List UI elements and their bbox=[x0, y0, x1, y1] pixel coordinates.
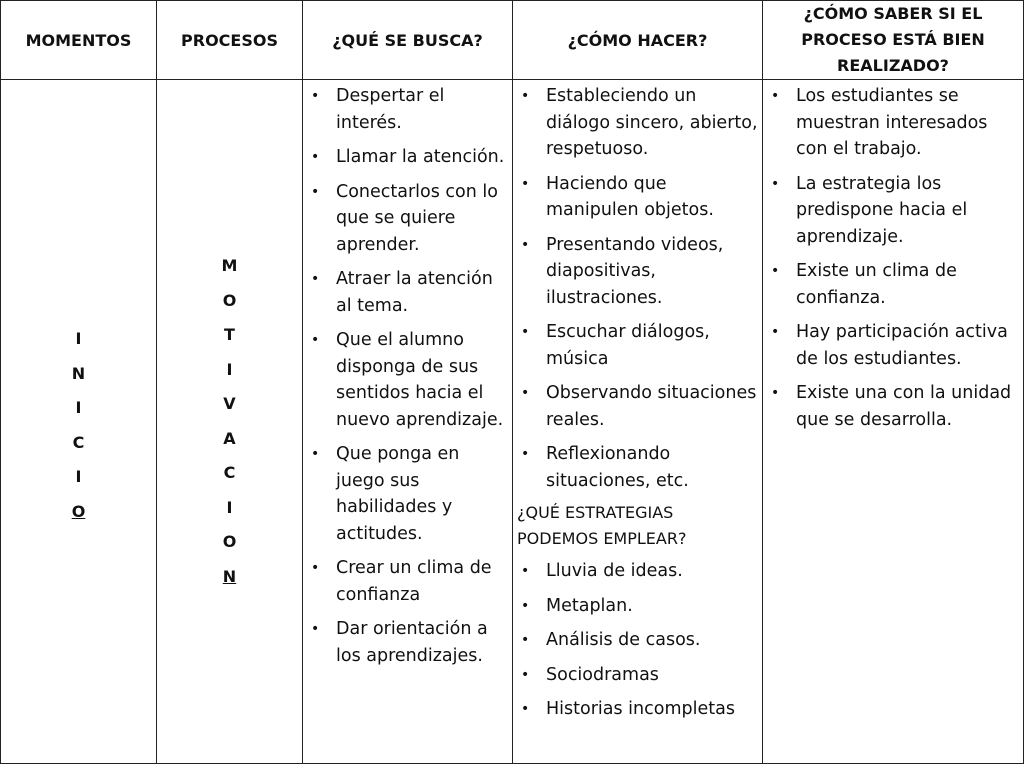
que-busca-list bbox=[303, 80, 512, 669]
que-busca-cell bbox=[303, 80, 513, 764]
body-row bbox=[1, 80, 1024, 764]
list-item: • Atraer la atención al tema. bbox=[303, 266, 510, 319]
procesos-letter: V bbox=[223, 394, 236, 413]
header-momentos: MOMENTOS bbox=[1, 1, 157, 80]
estrategias-heading: ¿QUÉ ESTRATEGIAS PODEMOS EMPLEAR? bbox=[517, 503, 687, 548]
momentos-letter: N bbox=[71, 363, 86, 383]
list-item: • La estrategia los predispone hacia el aprendizaje. bbox=[763, 171, 1021, 251]
como-saber-cell bbox=[763, 80, 1024, 764]
procesos-vertical-text bbox=[157, 249, 302, 594]
list-item: • Metaplan. bbox=[513, 593, 760, 620]
procesos-letter: I bbox=[226, 359, 233, 379]
list-item: • Que ponga en juego sus habilidades y actitudes. bbox=[303, 441, 510, 547]
como-hacer-cell bbox=[513, 80, 763, 764]
procesos-cell bbox=[157, 80, 303, 764]
list-item: • Existe un clima de confianza. bbox=[763, 258, 1021, 311]
list-item: • Llamar la atención. bbox=[303, 144, 510, 171]
header-como-saber: ¿CÓMO SABER SI EL PROCESO ESTÁ BIEN REALIZADO? bbox=[763, 1, 1024, 80]
list-item: • Existe una con la unidad que se desarrolla. bbox=[763, 380, 1021, 433]
list-item: • Presentando videos, diapositivas, ilustraciones. bbox=[513, 232, 760, 312]
procesos-letter: T bbox=[224, 325, 235, 344]
list-item: • Observando situaciones reales. bbox=[513, 380, 760, 433]
header-que-busca: ¿QUÉ SE BUSCA? bbox=[303, 1, 513, 80]
list-item: • Dar orientación a los aprendizajes. bbox=[303, 616, 510, 669]
momentos-letter: C bbox=[72, 432, 85, 452]
como-hacer-list bbox=[513, 80, 762, 494]
list-item: • Sociodramas bbox=[513, 662, 760, 689]
list-item: • Estableciendo un diálogo sincero, abierto, respetuoso. bbox=[513, 83, 760, 163]
list-item: • Los estudiantes se muestran interesados con el trabajo. bbox=[763, 83, 1021, 163]
momentos-vertical-text bbox=[1, 314, 156, 529]
momentos-letter: O bbox=[71, 501, 86, 521]
procesos-letter: A bbox=[223, 428, 236, 448]
header-como-hacer: ¿CÓMO HACER? bbox=[513, 1, 763, 80]
procesos-letter: C bbox=[223, 463, 236, 482]
header-procesos: PROCESOS bbox=[157, 1, 303, 80]
list-item: • Reflexionando situaciones, etc. bbox=[513, 441, 760, 494]
procesos-letter: O bbox=[222, 290, 237, 310]
como-saber-list bbox=[763, 80, 1023, 433]
momentos-cell bbox=[1, 80, 157, 764]
list-item: • Crear un clima de confianza bbox=[303, 555, 510, 608]
estrategias-list bbox=[513, 558, 762, 723]
list-item: • Lluvia de ideas. bbox=[513, 558, 760, 585]
list-item: • Hay participación activa de los estudiantes. bbox=[763, 319, 1021, 372]
procesos-letter: N bbox=[222, 566, 237, 586]
list-item: • Despertar el interés. bbox=[303, 83, 510, 136]
list-item: • Escuchar diálogos, música bbox=[513, 319, 760, 372]
procesos-letter: O bbox=[222, 532, 237, 551]
procesos-letter: M bbox=[221, 256, 238, 275]
momentos-letter: I bbox=[75, 467, 82, 486]
list-item: • Que el alumno disponga de sus sentidos hacia el nuevo aprendizaje. bbox=[303, 327, 510, 433]
list-item: • Análisis de casos. bbox=[513, 627, 760, 654]
list-item: • Conectarlos con lo que se quiere aprender. bbox=[303, 179, 510, 259]
momentos-letter: I bbox=[75, 329, 82, 348]
list-item: • Haciendo que manipulen objetos. bbox=[513, 171, 760, 224]
procesos-letter: I bbox=[226, 497, 233, 517]
header-row bbox=[1, 1, 1024, 80]
momentos-letter: I bbox=[75, 398, 82, 417]
list-item: • Historias incompletas bbox=[513, 696, 760, 723]
